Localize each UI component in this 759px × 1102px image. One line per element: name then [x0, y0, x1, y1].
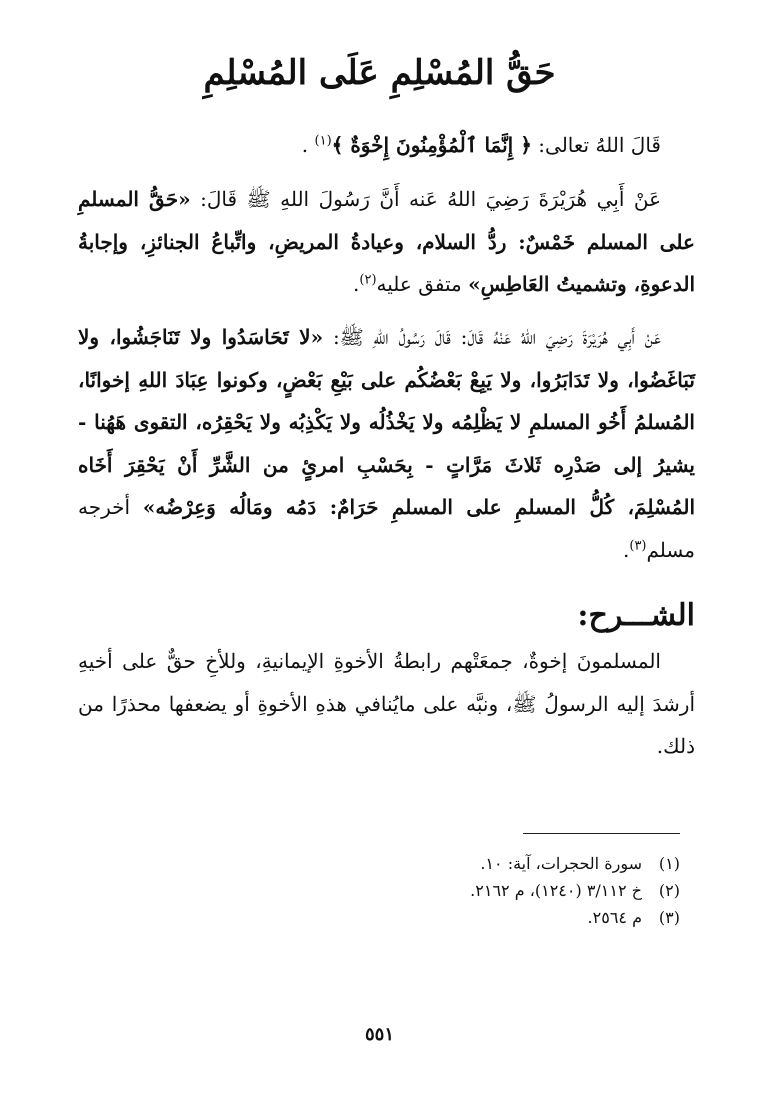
- footnote-ref-2: (٢): [359, 272, 377, 288]
- verse-quote: ﴿ إِنَّمَا ٱلْمُؤْمِنُونَ إِخْوَةٌ ﴾: [331, 133, 532, 157]
- footnote-number: (١): [658, 854, 680, 873]
- sharh-text: المسلمونَ إخوةٌ، جمعَتْهم رابطةُ الأخوةِ الإيمانيةِ، وللأخِ حقٌّ على أخيهِ أرشدَ إليه الرسولُ ﷺ، ونبَّه على مايُنافي هذهِ الأخوةِ أو يضعفها محذرًا من ذلك.: [78, 649, 695, 758]
- footnote-item: [180, 850, 680, 877]
- verse-intro: قَالَ اللهُ تعالى:: [538, 133, 661, 157]
- sharh-paragraph: [78, 640, 695, 768]
- footnote-number: (٣): [658, 908, 680, 927]
- page-title: حَقُّ المُسْلِمِ عَلَى المُسْلِمِ: [203, 53, 556, 93]
- footnote-ref-3: (٣): [629, 537, 647, 553]
- hadith-2-source: أخرجه مسلم: [78, 495, 695, 562]
- hadith-1-end: .: [353, 272, 360, 296]
- footnote-divider: [523, 833, 680, 834]
- verse-end: .: [301, 133, 309, 157]
- footnote-text: م ٢٥٦٤.: [587, 908, 642, 927]
- footnote-item: [180, 904, 680, 931]
- footnote-number: (٢): [658, 881, 680, 900]
- page-number: ٥٥١: [364, 1024, 394, 1045]
- sharh-heading: الشـــرح:: [577, 598, 695, 633]
- footnote-ref-1: (١): [314, 133, 332, 149]
- footnotes-list: [180, 850, 680, 931]
- footnote-item: [180, 877, 680, 904]
- hadith-1-source: متفق عليه: [376, 272, 462, 296]
- hadith-2-text: «لا تَحَاسَدُوا ولا تَنَاجَشُوا، ولا تَبَاغَضُوا، ولا تَدَابَرُوا، ولا يَبِعْ بَعْضُكُم على بَيْعِ بَعْضٍ، وكونوا عِبَادَ اللهِ إخوانًا، المُسلمُ أَخُو المسلمِ لا يَظْلِمُه ولا يَخْذُلُه ولا يَكْذِبُه ولا يَحْقِرُه، التقوى هَهُنا - يشيرُ إلى صَدْرِه ثَلاثَ مَرَّاتٍ - بِحَسْبِ امرئٍ من الشَّرِّ أَنْ يَحْقِرَ أَخَاه المُسْلِمَ، كُلُّ المسلمِ على المسلمِ حَرَامٌ: دَمُه ومَالُه وَعِرْضُه»: [78, 325, 696, 519]
- hadith-1-paragraph: [78, 178, 695, 306]
- footnote-text: خ ٣/١١٢ (١٢٤٠)، م ٢١٦٢.: [470, 881, 642, 900]
- hadith-1-text: «حَقُّ المسلمِ على المسلم خَمْسٌ: ردُّ السلام، وعيادةُ المريضِ، واتِّباعُ الجنائزِ، وإجابةُ الدعوةِ، وتشميتُ العَاطِسِ»: [78, 187, 695, 296]
- verse-paragraph: [78, 124, 695, 167]
- hadith-2-paragraph: [78, 316, 695, 571]
- footnote-text: سورة الحجرات، آية: ١٠.: [480, 854, 642, 873]
- hadith-1-narration: عَنْ أَبِي هُرَيْرَةَ رَضِيَ اللهُ عَنه أَنَّ رَسُولَ اللهِ ﷺ قَالَ:: [200, 187, 661, 211]
- hadith-2-narration: عَنْ أَبِي هُرَيْرَةَ رَضِيَ اللهُ عَنْهُ قَالَ: قَالَ رَسُولُ اللهِ ﷺ:: [332, 325, 662, 349]
- hadith-2-end: .: [623, 537, 630, 562]
